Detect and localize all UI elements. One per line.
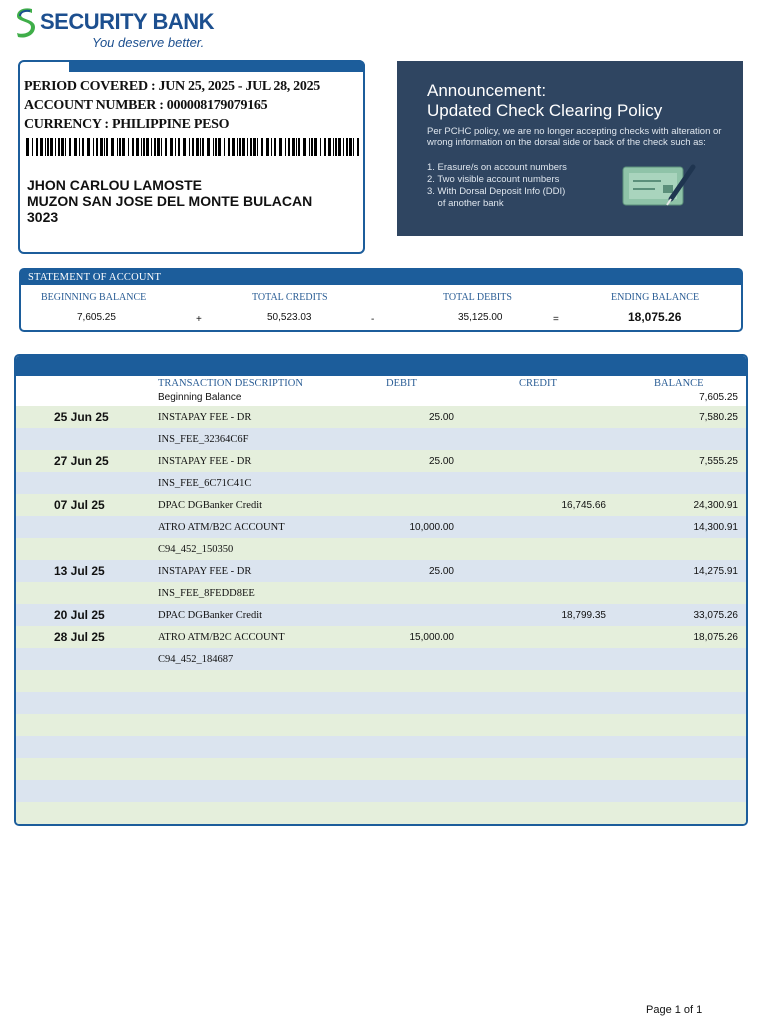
- transaction-balance: 7,555.25: [699, 456, 738, 467]
- announcement-title-line1: Announcement:: [427, 81, 547, 100]
- col-description: TRANSACTION DESCRIPTION: [158, 378, 303, 389]
- bank-tagline: You deserve better.: [92, 35, 205, 50]
- table-row: [16, 670, 746, 692]
- total-debits-value: 35,125.00: [458, 312, 503, 323]
- table-row: [16, 494, 746, 516]
- account-zip: 3023: [27, 209, 59, 225]
- transaction-credit: 16,745.66: [561, 500, 606, 511]
- table-row: [16, 392, 746, 406]
- transaction-date: 27 Jun 25: [54, 454, 109, 468]
- table-row: [16, 780, 746, 802]
- table-row: [16, 692, 746, 714]
- announcement-item: of another bank: [427, 198, 504, 209]
- table-row: [16, 516, 746, 538]
- transaction-date: 20 Jul 25: [54, 608, 105, 622]
- table-row: [16, 802, 746, 824]
- transactions-header-bar: [16, 356, 746, 376]
- transaction-description: DPAC DGBanker Credit: [158, 610, 263, 621]
- table-row: [16, 758, 746, 780]
- beginning-balance-label: BEGINNING BALANCE: [41, 292, 147, 303]
- table-row: [16, 648, 746, 670]
- announcement-title-line2: Updated Check Clearing Policy: [427, 101, 663, 120]
- equals-sign: =: [553, 314, 559, 325]
- table-row: [16, 428, 746, 450]
- transactions-column-headers: [16, 376, 746, 392]
- announcement-item: 2. Two visible account numbers: [427, 174, 560, 185]
- table-row: [16, 626, 746, 648]
- transaction-description: ATRO ATM/B2C ACCOUNT: [158, 522, 285, 533]
- transaction-description: ATRO ATM/B2C ACCOUNT: [158, 632, 285, 643]
- announcement-list: [427, 162, 567, 210]
- minus-sign: -: [371, 314, 375, 325]
- transaction-credit: 18,799.35: [561, 610, 606, 621]
- transaction-date: 07 Jul 25: [54, 498, 105, 512]
- transaction-description: INSTAPAY FEE - DR: [158, 456, 252, 467]
- account-box-tab: [69, 60, 365, 72]
- table-row: [16, 736, 746, 758]
- announcement-panel: [397, 61, 743, 236]
- security-bank-s-icon: [14, 6, 36, 38]
- check-and-pen-icon: [621, 159, 699, 211]
- period-covered: PERIOD COVERED : JUN 25, 2025 - JUL 28, 2025: [24, 79, 320, 94]
- statement-summary: [19, 268, 743, 332]
- col-debit: DEBIT: [386, 378, 417, 389]
- total-credits-label: TOTAL CREDITS: [252, 292, 328, 303]
- table-row: [16, 604, 746, 626]
- table-row: [16, 406, 746, 428]
- table-row: [16, 582, 746, 604]
- announcement-item: 1. Erasure/s on account numbers: [427, 162, 567, 173]
- announcement-text: Per PCHC policy, we are no longer accepting checks with alteration or wrong information on the dorsal side or back of the check such as:: [427, 126, 722, 148]
- transaction-date: 28 Jul 25: [54, 630, 105, 644]
- transaction-debit: 10,000.00: [409, 522, 454, 533]
- bank-logo: [12, 4, 215, 52]
- transaction-debit: 25.00: [428, 412, 454, 423]
- col-balance: BALANCE: [654, 378, 704, 389]
- account-number: ACCOUNT NUMBER : 000008179079165: [24, 98, 268, 113]
- transaction-debit: 25.00: [428, 456, 454, 467]
- transaction-balance: 14,275.91: [693, 566, 738, 577]
- transaction-date: 13 Jul 25: [54, 564, 105, 578]
- page-number: Page 1 of 1: [646, 1004, 703, 1016]
- transaction-date: 25 Jun 25: [54, 410, 109, 424]
- transaction-description: DPAC DGBanker Credit: [158, 500, 263, 511]
- col-credit: CREDIT: [519, 378, 557, 389]
- transaction-description: INS_FEE_6C71C41C: [158, 478, 252, 489]
- plus-sign: +: [196, 314, 202, 325]
- total-debits-label: TOTAL DEBITS: [443, 292, 512, 303]
- announcement-title: [427, 81, 662, 121]
- account-holder-name: JHON CARLOU LAMOSTE: [27, 177, 202, 193]
- ending-balance-value: 18,075.26: [628, 310, 682, 324]
- transaction-balance: 7,580.25: [699, 412, 738, 423]
- beginning-balance-value: 7,605.25: [77, 312, 116, 323]
- transaction-description: INS_FEE_32364C6F: [158, 434, 249, 445]
- transaction-balance: 18,075.26: [693, 632, 738, 643]
- ending-balance-label: ENDING BALANCE: [611, 292, 700, 303]
- transaction-balance: 7,605.25: [699, 392, 738, 403]
- transaction-balance: 24,300.91: [693, 500, 738, 511]
- transaction-debit: 15,000.00: [409, 632, 454, 643]
- table-row: [16, 472, 746, 494]
- transaction-debit: 25.00: [428, 566, 454, 577]
- table-row: [16, 560, 746, 582]
- transaction-description: C94_452_184687: [158, 654, 234, 665]
- account-address: MUZON SAN JOSE DEL MONTE BULACAN: [27, 193, 313, 209]
- transaction-description: Beginning Balance: [158, 392, 242, 403]
- barcode: [26, 138, 364, 156]
- table-row: [16, 714, 746, 736]
- bank-name: SECURITY BANK: [40, 9, 215, 34]
- transaction-description: INSTAPAY FEE - DR: [158, 412, 252, 423]
- announcement-item: 3. With Dorsal Deposit Info (DDI): [427, 186, 566, 197]
- currency: CURRENCY : PHILIPPINE PESO: [24, 117, 230, 132]
- transactions-table: [14, 354, 748, 826]
- transaction-description: INS_FEE_8FEDD8EE: [158, 588, 255, 599]
- transaction-balance: 33,075.26: [693, 610, 738, 621]
- statement-title: STATEMENT OF ACCOUNT: [21, 270, 741, 285]
- table-row: [16, 538, 746, 560]
- table-row: [16, 450, 746, 472]
- total-credits-value: 50,523.03: [267, 312, 312, 323]
- transaction-balance: 14,300.91: [693, 522, 738, 533]
- transaction-description: C94_452_150350: [158, 544, 234, 555]
- transaction-description: INSTAPAY FEE - DR: [158, 566, 252, 577]
- account-info-box: [18, 60, 365, 254]
